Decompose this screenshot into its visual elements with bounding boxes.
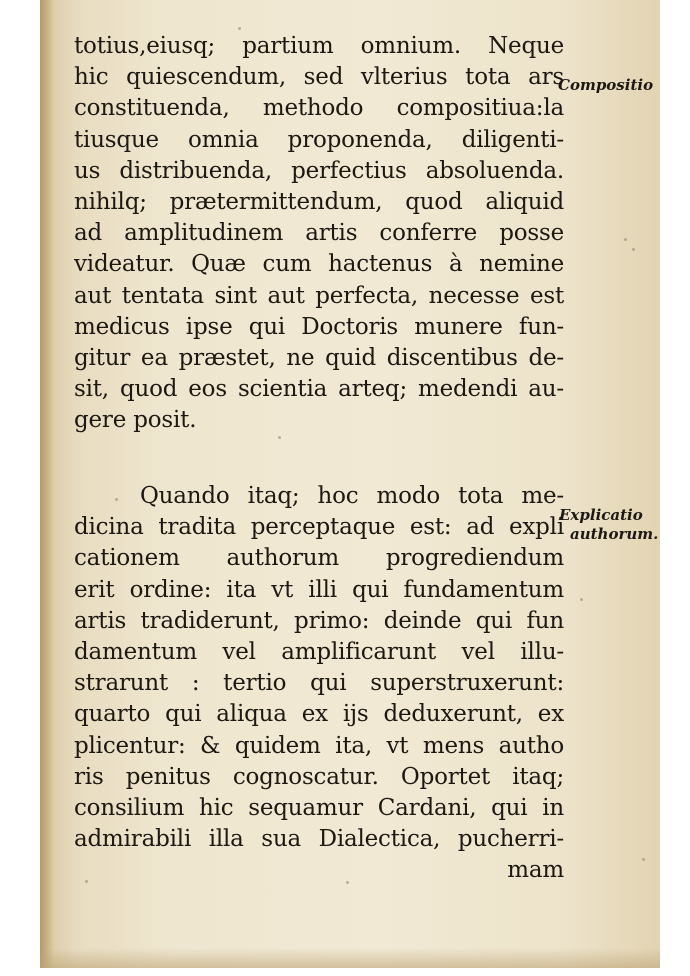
text-line: constituenda, methodo compositiua:la — [74, 95, 564, 122]
paragraph-1 — [74, 31, 564, 436]
text-line: damentum vel amplificarunt vel illu- — [74, 638, 564, 665]
paper-speck — [85, 880, 88, 883]
text-line: gere posit. — [74, 407, 197, 434]
text-line: quarto qui aliqua ex ijs deduxerunt, ex — [74, 701, 564, 728]
text-line: ris penitus cognoscatur. Oportet itaq; — [74, 763, 564, 790]
text-line: cationem authorum progrediendum — [74, 545, 564, 572]
paper-speck — [278, 436, 281, 439]
text-line: totius,eiusq; partium omnium. Neque — [74, 33, 564, 59]
margin-note-text: Compositio — [558, 76, 654, 94]
paper-speck — [624, 238, 627, 241]
text-line: Quando itaq; hoc modo tota me- — [140, 483, 564, 509]
text-line: sit, quod eos scientia arteq; medendi au- — [74, 376, 564, 403]
text-line: hic quiescendum, sed vlterius tota ars — [74, 64, 564, 91]
text-line: dicina tradita perceptaque est: ad expli — [74, 514, 564, 541]
margin-note-explicatio — [559, 506, 658, 544]
text-line: ad amplitudinem artis conferre posse — [74, 220, 564, 247]
paragraph-2 — [74, 481, 564, 886]
paper-speck — [642, 858, 645, 861]
text-line: consilium hic sequamur Cardani, qui in — [74, 794, 564, 821]
text-line: tiusque omnia proponenda, diligenti- — [74, 126, 564, 153]
text-line: artis tradiderunt, primo: deinde qui fun — [74, 607, 564, 634]
margin-note-text: authorum. — [570, 525, 659, 543]
paper-speck — [238, 27, 241, 30]
text-line: strarunt : tertio qui superstruxerunt: — [74, 670, 564, 697]
text-line: us distribuenda, perfectius absoluenda. — [74, 157, 564, 184]
text-line: videatur. Quæ cum hactenus à nemine — [74, 251, 564, 278]
margin-note-compositio — [558, 76, 653, 95]
text-line: aut tentata sint aut perfecta, necesse est — [74, 282, 564, 309]
paper-speck — [632, 248, 635, 251]
catchword: mam — [507, 857, 564, 884]
text-line: plicentur: & quidem ita, vt mens autho — [74, 732, 564, 759]
paper-speck — [115, 498, 118, 501]
paper-speck — [580, 598, 583, 601]
text-line: gitur ea præstet, ne quid discentibus de- — [74, 344, 564, 371]
text-line: admirabili illa sua Dialectica, pucherri- — [74, 826, 564, 853]
text-line: nihilq; prætermittendum, quod aliquid — [74, 188, 564, 215]
book-page — [40, 0, 660, 968]
text-line: medicus ipse qui Doctoris munere fun- — [74, 313, 564, 340]
paper-speck — [346, 881, 349, 884]
text-line: erit ordine: ita vt illi qui fundamentum — [74, 576, 564, 603]
margin-note-text: Explicatio — [559, 506, 643, 524]
